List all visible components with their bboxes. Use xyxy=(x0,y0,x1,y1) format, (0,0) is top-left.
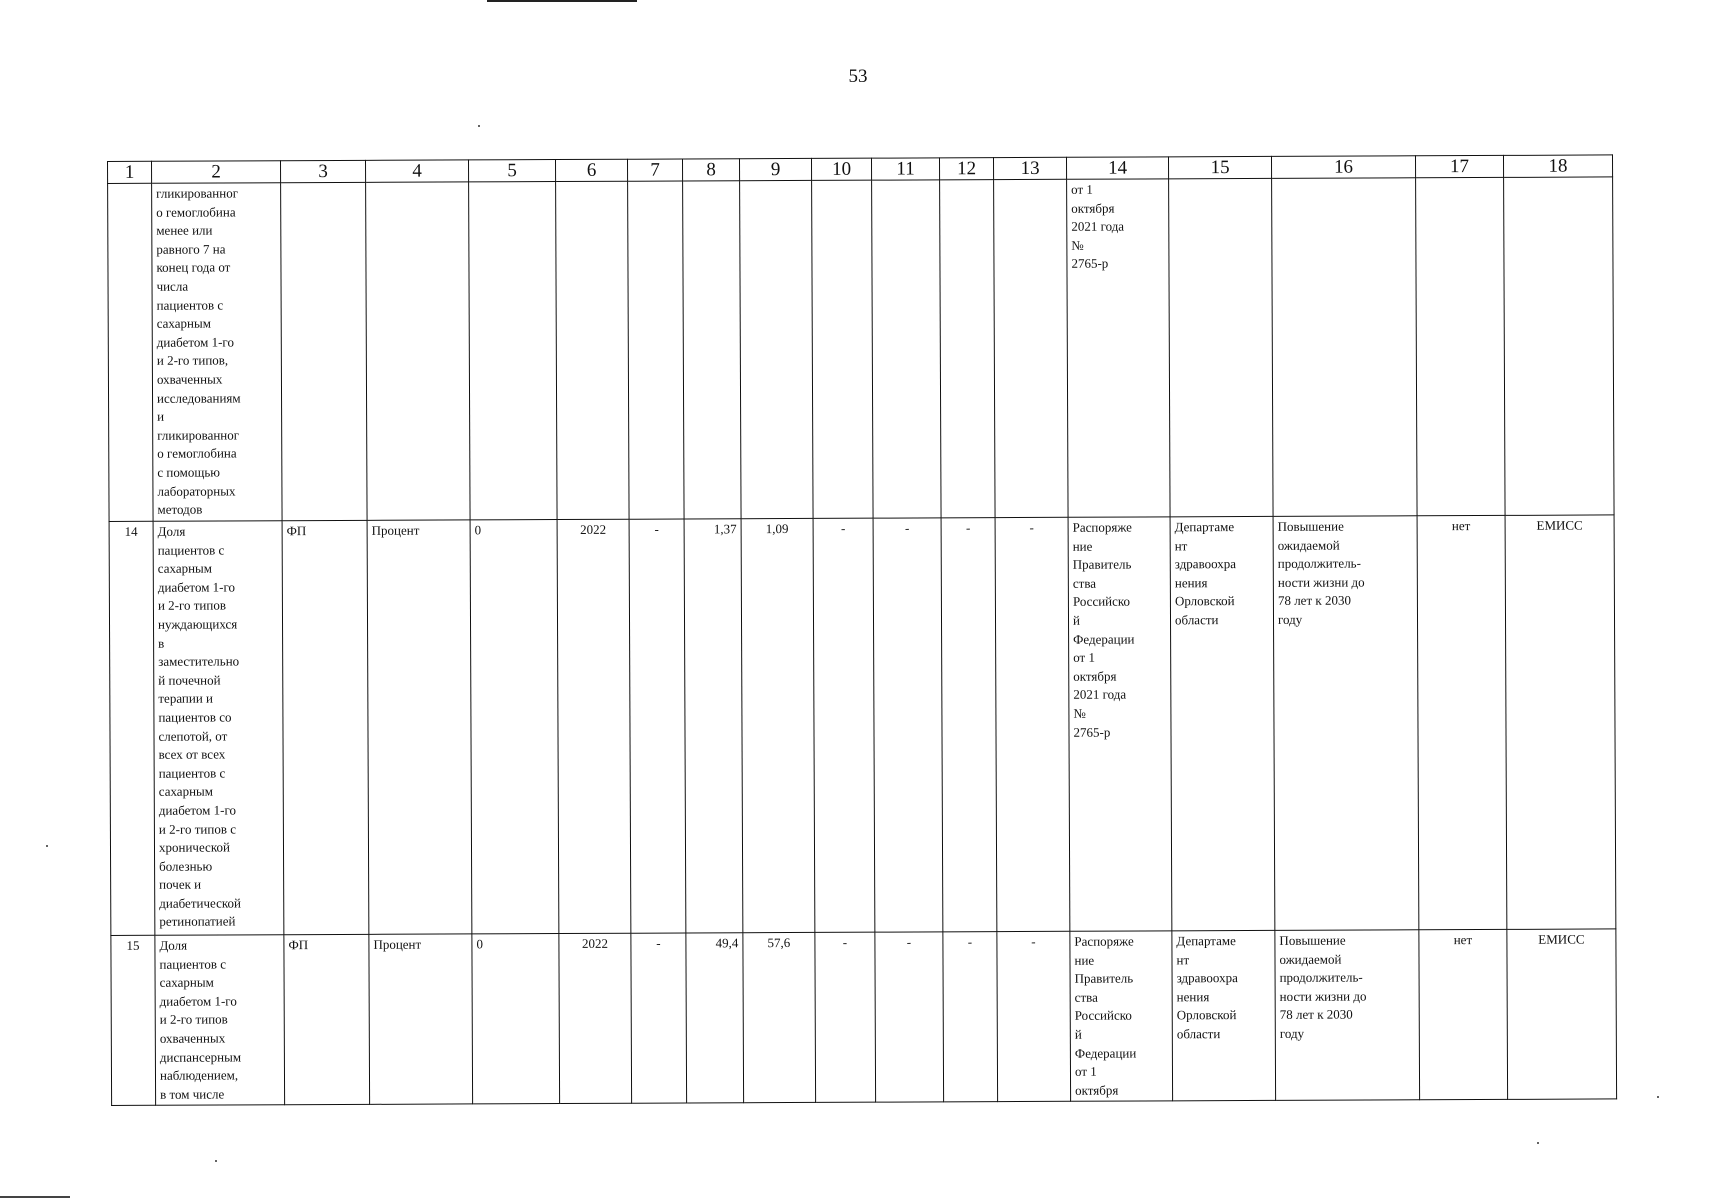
table-cell: - xyxy=(995,517,1070,931)
table-cell: - xyxy=(813,518,875,932)
column-header: 18 xyxy=(1503,155,1612,177)
table-cell xyxy=(469,182,557,520)
base-year: 2022 xyxy=(557,519,631,933)
table-cell xyxy=(940,180,995,518)
scan-speck xyxy=(215,1160,217,1162)
data-source: ЕМИСС xyxy=(1507,929,1617,1100)
column-header: 4 xyxy=(365,160,468,182)
base-year: 2022 xyxy=(559,933,632,1104)
data-source: ЕМИСС xyxy=(1505,515,1616,929)
value-cell: 1,09 xyxy=(741,518,815,932)
table-cell: - xyxy=(997,931,1071,1102)
column-header: 10 xyxy=(811,158,871,180)
table-cell xyxy=(994,179,1068,517)
table-cell xyxy=(812,180,873,518)
goal xyxy=(1272,178,1417,517)
value-cell: 57,6 xyxy=(743,932,816,1103)
table-cell: - xyxy=(943,932,998,1103)
column-header: 8 xyxy=(682,159,739,181)
table-cell xyxy=(281,182,367,520)
table-cell xyxy=(740,180,813,518)
legal-basis: Распоряже ние Правитель ства Российско й Федерации от 1 октября xyxy=(1070,931,1173,1102)
column-header: 7 xyxy=(627,159,682,181)
column-header: 2 xyxy=(152,161,281,184)
table-cell: - xyxy=(815,932,876,1103)
table-cell xyxy=(628,181,684,519)
column-header: 13 xyxy=(993,157,1066,179)
table-cell xyxy=(872,180,941,518)
table-cell: ФП xyxy=(284,934,370,1105)
table-cell xyxy=(1416,177,1505,515)
column-header: 11 xyxy=(871,158,939,180)
table-cell: - xyxy=(873,518,943,932)
table-cell: нет xyxy=(1419,929,1508,1100)
row-number: 14 xyxy=(109,521,155,935)
scan-artifact-rule xyxy=(0,1196,70,1198)
table-cell: ФП xyxy=(282,520,369,934)
table-row xyxy=(111,929,1617,1106)
column-header: 12 xyxy=(939,158,993,180)
value-cell: 1,37 xyxy=(684,519,743,933)
unit: Процент xyxy=(367,520,472,934)
column-header: 1 xyxy=(108,161,152,183)
table-row xyxy=(109,515,1616,936)
indicators-table xyxy=(107,154,1617,1106)
legal-basis: Распоряже ние Правитель ства Российско й Федерации от 1 октября 2021 года № 2765-р xyxy=(1068,517,1172,931)
responsible-body: Департаме нт здравоохра нения Орловской области xyxy=(1170,516,1275,930)
column-header: 16 xyxy=(1271,156,1415,179)
table-cell: - xyxy=(941,518,997,932)
value-cell: 49,4 xyxy=(686,933,744,1104)
base-value: 0 xyxy=(470,520,559,934)
goal: Повышение ожидаемой продолжитель- ности жизни до 78 лет к 2030 году xyxy=(1275,930,1420,1101)
row-number xyxy=(108,183,153,521)
scan-speck xyxy=(478,125,480,127)
column-header: 5 xyxy=(468,160,555,182)
table-cell xyxy=(556,181,629,519)
unit: Процент xyxy=(369,934,473,1105)
table-cell xyxy=(683,181,741,519)
scan-speck xyxy=(1537,1142,1539,1144)
legal-basis: от 1 октября 2021 года № 2765-р xyxy=(1067,179,1170,517)
column-header: 9 xyxy=(739,158,811,180)
column-header: 6 xyxy=(555,159,627,181)
table-cell: нет xyxy=(1417,515,1507,929)
indicator-name: Доля пациентов с сахарным диабетом 1-го и 2-го типов охваченных диспансерным наблюдением, в том числе xyxy=(155,935,285,1106)
scan-speck xyxy=(1657,1096,1659,1098)
page-number: 53 xyxy=(848,66,868,87)
column-header: 15 xyxy=(1168,156,1271,178)
column-header: 14 xyxy=(1066,157,1168,179)
data-source xyxy=(1504,177,1614,515)
table-cell: - xyxy=(875,932,944,1103)
scan-artifact-rule xyxy=(487,0,637,2)
table-row xyxy=(108,177,1614,522)
scan-speck xyxy=(46,845,48,847)
column-header: 17 xyxy=(1415,155,1503,177)
indicator-name: гликированног о гемоглобина менее или равного 7 на конец года от числа пациентов с сахарным диабетом 1-го и 2-го типов, охваченных исследованиям и гликированног о гемоглобина с помощью лабораторных методов xyxy=(152,183,282,522)
table-cell: - xyxy=(631,933,687,1104)
indicator-name: Доля пациентов с сахарным диабетом 1-го и 2-го типов нуждающихся в заместительно й почечной терапии и пациентов со слепотой, от всех от всех пациентов с сахарным диабетом 1-го и 2-го типов с хронической болезнью почек и диабетической ретинопатией xyxy=(153,521,284,936)
base-value: 0 xyxy=(472,934,560,1105)
table-cell: - xyxy=(629,519,686,933)
responsible-body: Департаме нт здравоохра нения Орловской области xyxy=(1172,930,1276,1101)
column-header: 3 xyxy=(281,160,366,182)
goal: Повышение ожидаемой продолжитель- ности жизни до 78 лет к 2030 году xyxy=(1273,516,1419,931)
table-cell xyxy=(366,182,470,520)
responsible-body xyxy=(1169,178,1273,516)
row-number: 15 xyxy=(111,935,156,1106)
